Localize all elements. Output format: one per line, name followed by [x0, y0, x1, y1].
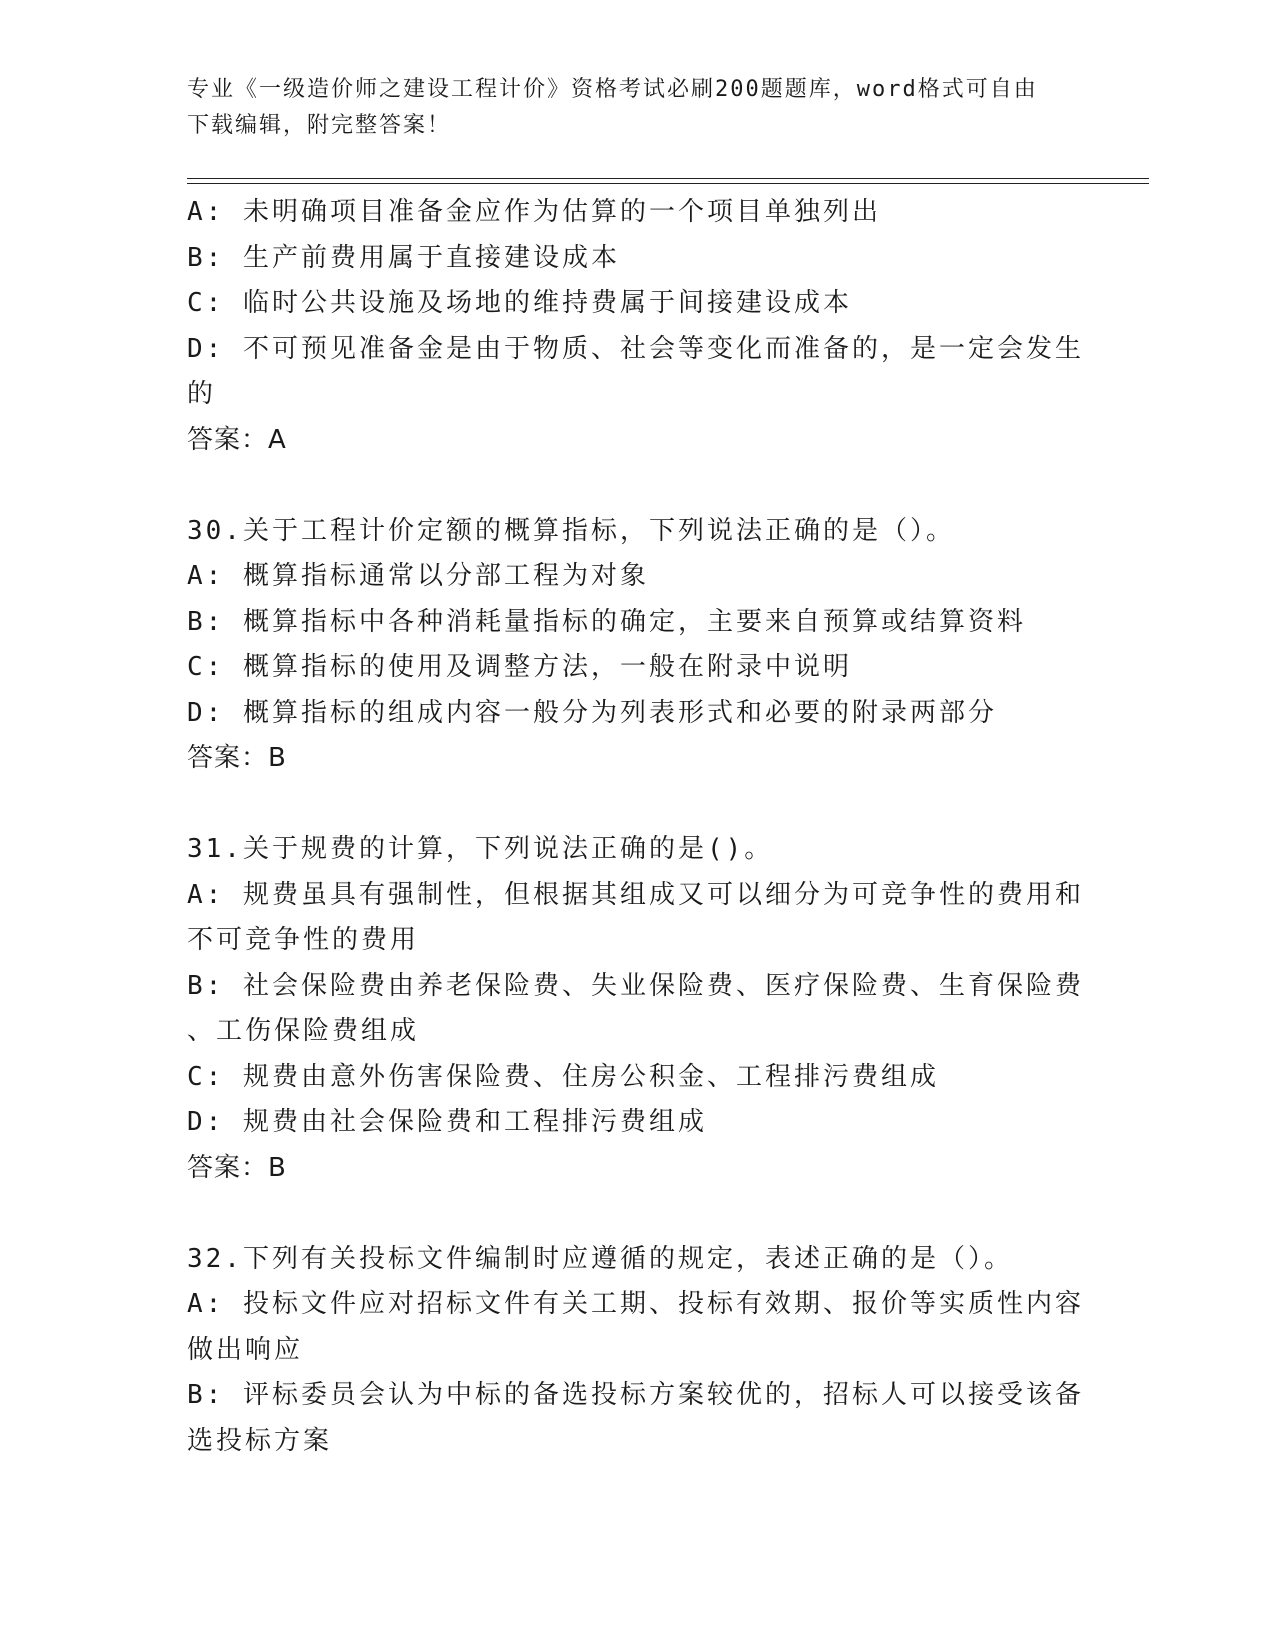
option-b: B: 生产前费用属于直接建设成本 [187, 242, 620, 273]
option-a: A: 概算指标通常以分部工程为对象 [187, 561, 649, 591]
option-a: A: 未明确项目准备金应作为估算的一个项目单独列出 [187, 197, 881, 227]
question-30 [187, 509, 1087, 782]
answer: 答案：B [187, 743, 287, 773]
option-a: A: 投标文件应对招标文件有关工期、投标有效期、报价等实质性内容 [187, 1289, 1084, 1319]
question-32 [187, 1237, 1087, 1465]
option-a-continued: 不可竞争性的费用 [187, 925, 420, 955]
header-divider-top [187, 178, 1149, 179]
option-d: D: 规费由社会保险费和工程排污费组成 [187, 1107, 707, 1137]
option-d: D: 不可预见准备金是由于物质、社会等变化而准备的，是一定会发生 [187, 333, 1084, 364]
header-line-2: 下载编辑，附完整答案！ [187, 113, 452, 138]
question-list [187, 190, 1087, 1464]
option-d: D: 概算指标的组成内容一般分为列表形式和必要的附录两部分 [187, 697, 997, 728]
spacer [187, 463, 1087, 509]
header-line-1: 专业《一级造价师之建设工程计价》资格考试必刷200题题库，word格式可自由 [187, 77, 1038, 102]
option-c: C: 规费由意外伤害保险费、住房公积金、工程排污费组成 [187, 1061, 939, 1092]
document-header [187, 72, 1087, 144]
option-a: A: 规费虽具有强制性，但根据其组成又可以细分为可竞争性的费用和 [187, 879, 1084, 910]
option-b: B: 评标委员会认为中标的备选投标方案较优的，招标人可以接受该备 [187, 1380, 1084, 1410]
question-text: 30.关于工程计价定额的概算指标，下列说法正确的是（）。 [187, 515, 955, 546]
option-a-continued: 做出响应 [187, 1334, 304, 1365]
question-text: 32.下列有关投标文件编制时应遵循的规定，表述正确的是（）。 [187, 1243, 1013, 1274]
answer: 答案：A [187, 424, 287, 455]
option-d-continued: 的 [187, 379, 217, 409]
option-b: B: 概算指标中各种消耗量指标的确定，主要来自预算或结算资料 [187, 606, 1026, 637]
question-31 [187, 827, 1087, 1191]
question-29 [187, 190, 1087, 463]
option-b: B: 社会保险费由养老保险费、失业保险费、医疗保险费、生育保险费 [187, 970, 1084, 1001]
header-divider-bottom [187, 183, 1149, 184]
option-b-continued: 选投标方案 [187, 1425, 333, 1456]
answer: 答案：B [187, 1152, 287, 1183]
option-b-continued: 、工伤保险费组成 [187, 1016, 420, 1046]
question-text: 31.关于规费的计算，下列说法正确的是()。 [187, 834, 774, 864]
spacer [187, 1191, 1087, 1237]
spacer [187, 782, 1087, 828]
option-c: C: 概算指标的使用及调整方法，一般在附录中说明 [187, 652, 852, 682]
option-c: C: 临时公共设施及场地的维持费属于间接建设成本 [187, 288, 852, 318]
